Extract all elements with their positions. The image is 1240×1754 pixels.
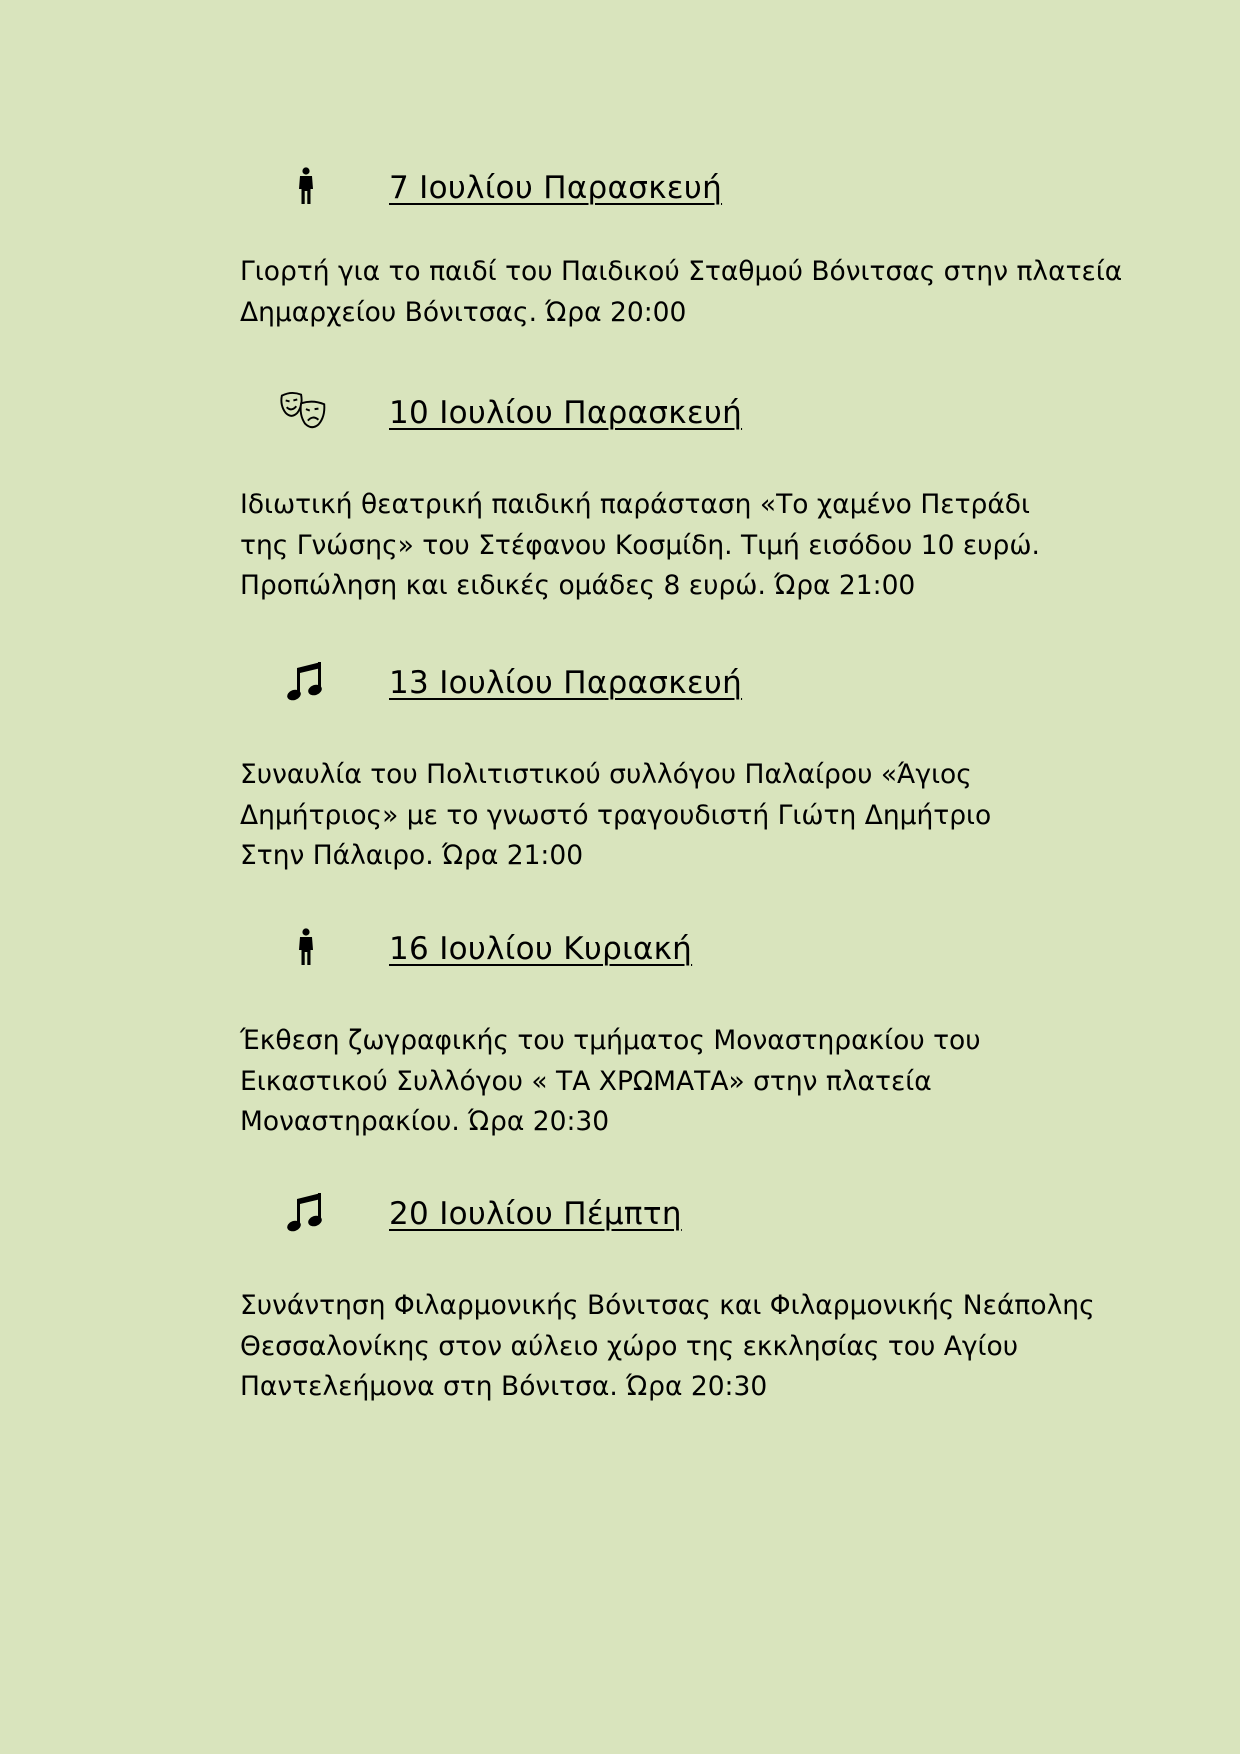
event-date: 7 Ιουλίου Παρασκευή	[389, 170, 723, 206]
event-description: Γιορτή για το παιδί του Παιδικού Σταθμού Βόνιτσας στην πλατεία Δημαρχείου Βόνιτσας. Ώρα 20:00	[240, 256, 1123, 328]
event-description: Συναυλία του Πολιτιστικού συλλόγου Παλαίρου «Άγιος Δημήτριος» με το γνωστό τραγουδιστή Γιώτη Δημήτριο Στην Πάλαιρο. Ώρα 21:00	[240, 759, 992, 871]
event-header	[0, 387, 1240, 437]
event-date: 16 Ιουλίου Κυριακή	[389, 931, 693, 967]
event-entry	[0, 162, 1240, 328]
event-header	[0, 1188, 1240, 1238]
event-header	[0, 162, 1240, 212]
person-icon	[280, 162, 332, 212]
event-entry	[0, 387, 1240, 601]
event-description: Συνάντηση Φιλαρμονικής Βόνιτσας και Φιλαρμονικής Νεάπολης Θεσσαλονίκης στον αύλειο χώρο της εκκλησίας του Αγίου Παντελεήμονα στη Βόνιτσα. Ώρα 20:30	[240, 1290, 1095, 1402]
event-entry	[0, 923, 1240, 1137]
event-date: 10 Ιουλίου Παρασκευή	[389, 395, 743, 431]
person-icon	[280, 923, 332, 973]
event-description: Έκθεση ζωγραφικής του τμήματος Μοναστηρακίου του Εικαστικού Συλλόγου « ΤΑ ΧΡΩΜΑΤΑ» στην πλατεία Μοναστηρακίου. Ώρα 20:30	[240, 1025, 981, 1137]
music-note-icon	[280, 1188, 332, 1238]
event-header	[0, 923, 1240, 973]
event-header	[0, 657, 1240, 707]
event-description: Ιδιωτική θεατρική παιδική παράσταση «Το χαμένο Πετράδι της Γνώσης» του Στέφανου Κοσμίδη. Τιμή εισόδου 10 ευρώ. Προπώληση και ειδικές ομάδες 8 ευρώ. Ώρα 21:00	[240, 489, 1040, 601]
event-date: 20 Ιουλίου Πέμπτη	[389, 1196, 682, 1232]
event-entry	[0, 657, 1240, 871]
theater-masks-icon	[278, 387, 330, 437]
event-date: 13 Ιουλίου Παρασκευή	[389, 665, 743, 701]
event-entry	[0, 1188, 1240, 1402]
music-note-icon	[280, 657, 332, 707]
